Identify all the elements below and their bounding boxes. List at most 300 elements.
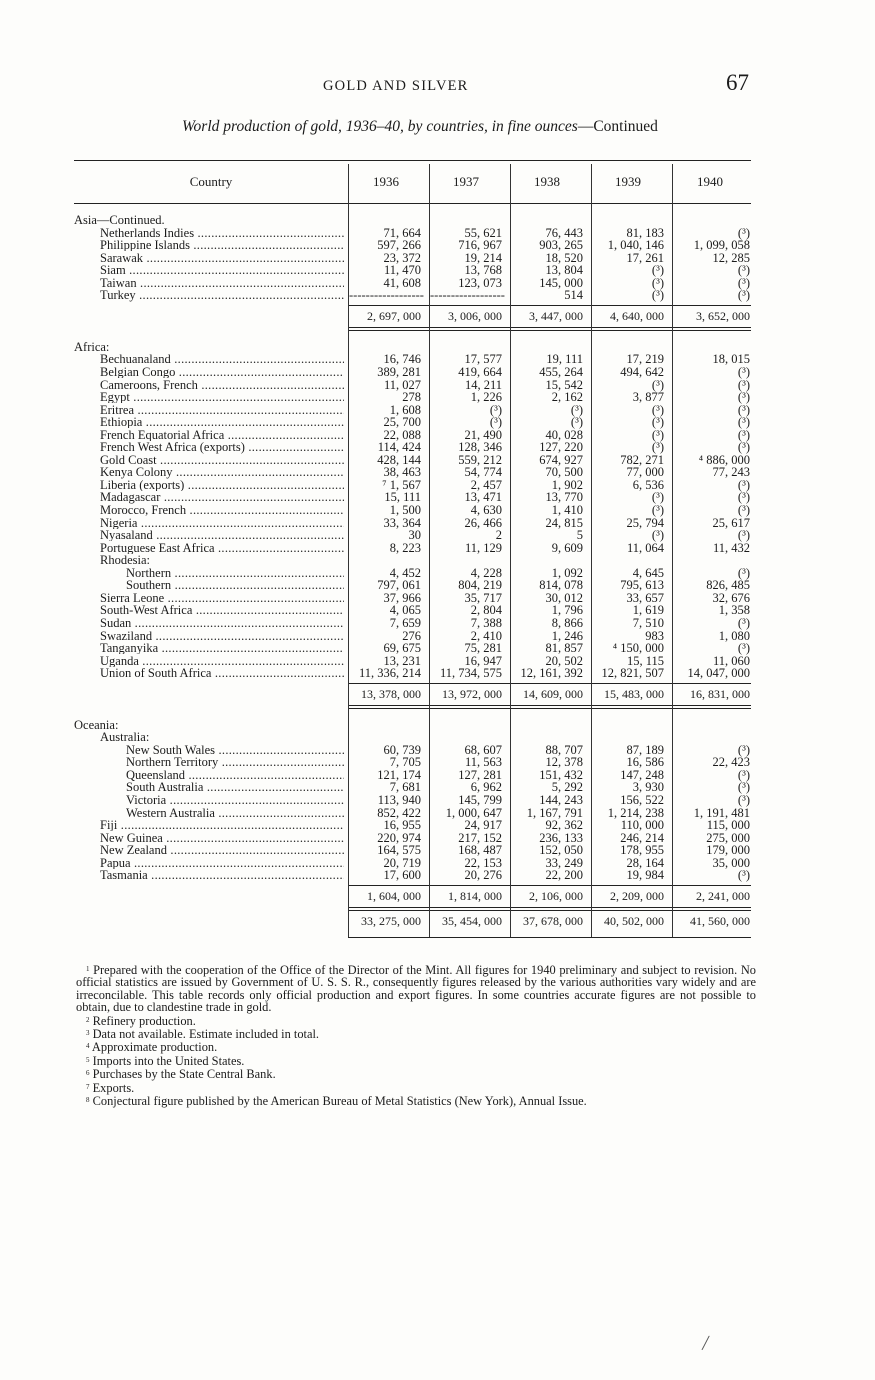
table-cell-1937: 145, 799: [458, 793, 502, 807]
table-cell-1939: (³): [651, 377, 664, 392]
country-name: Netherlands Indies .....: [100, 227, 344, 239]
table-cell-1937: 13, 471: [464, 490, 502, 505]
subtotal-1936: 1, 604, 000: [367, 888, 421, 903]
table-cell-1938: 514: [564, 288, 583, 303]
country-name: Sudan .....: [100, 617, 344, 629]
table-cell-1938: 24, 815: [545, 515, 583, 530]
table-cell-1940: (³): [737, 427, 750, 442]
table-cell-1937: 11, 129: [464, 540, 502, 555]
table-cell-1936: 276: [402, 628, 421, 643]
table-cell-1940: 179, 000: [706, 843, 750, 858]
table-cell-1938: 13, 804: [545, 263, 583, 278]
table-cell-1939: 3, 930: [632, 780, 664, 795]
table-cell-1938: 12, 378: [545, 755, 583, 770]
table-cell-1940: 32, 676: [712, 590, 750, 605]
table-cell-1938: 13, 770: [545, 490, 583, 505]
table-cell-1937: 559, 212: [458, 452, 502, 467]
table-cell-1940: (³): [737, 263, 750, 278]
subtotal-1940: 3, 652, 000: [696, 308, 750, 323]
footnote-mark: 2: [86, 1015, 90, 1024]
country-name: South-West Africa .....: [100, 604, 344, 616]
table-cell-1937: 4, 228: [470, 565, 502, 580]
table-cell-1937: 217, 152: [458, 830, 502, 845]
column-rule: [510, 164, 511, 937]
country-name: Western Australia .....: [126, 807, 344, 819]
table-cell-1938: 76, 443: [545, 225, 583, 240]
country-name: Eritrea .....: [100, 404, 344, 416]
table-cell-1939: (³): [651, 402, 664, 417]
table-cell-1938: 33, 249: [545, 855, 583, 870]
table-cell-1938: 1, 246: [551, 628, 583, 643]
table-cell-1937: 54, 774: [464, 465, 502, 480]
table-cell-1936: 33, 364: [383, 515, 421, 530]
column-rule: [429, 164, 430, 937]
table-cell-1936: 114, 424: [377, 440, 421, 455]
table-cell-1940: (³): [737, 528, 750, 543]
table-cell-1936: 15, 111: [384, 490, 421, 505]
table-cell-1938: 151, 432: [539, 767, 583, 782]
table-cell-1939: 19, 984: [626, 868, 664, 883]
table-cell-1936: 16, 955: [383, 818, 421, 833]
table-cell-1937: 17, 577: [464, 352, 502, 367]
footnote-text: Data not available. Estimate included in total.: [92, 1027, 320, 1042]
table-cell-1936: 852, 422: [377, 805, 421, 820]
grand-total-1938: 37, 678, 000: [523, 913, 583, 928]
country-name: Southern .....: [126, 579, 344, 591]
table-cell-1937: 716, 967: [458, 238, 502, 253]
grand-total-row: [0, 915, 875, 928]
table-cell-1938: 1, 410: [551, 503, 583, 517]
footnote-mark: 7: [86, 1082, 90, 1091]
table-cell-1937: 11, 563: [464, 755, 502, 770]
table-cell-1938: 92, 362: [545, 818, 583, 833]
page-number: 67: [726, 70, 749, 95]
table-cell-1936: 7, 659: [389, 615, 421, 630]
column-rule: [672, 164, 673, 937]
footnote: [76, 1040, 756, 1053]
country-name: Papua .....: [100, 857, 344, 869]
country-name: Portuguese East Africa .....: [100, 542, 344, 554]
table-cell-1940: ⁴ 886, 000: [698, 452, 750, 467]
country-name: Cameroons, French .....: [100, 379, 344, 391]
table-cell-1936: 597, 266: [377, 238, 421, 253]
subtotal-1938: 2, 106, 000: [529, 888, 583, 903]
table-cell-1939: 1, 040, 146: [607, 238, 664, 253]
table-cell-1940: (³): [737, 503, 750, 517]
footnote: [76, 963, 756, 1014]
table-cell-1937: ------------------: [430, 288, 505, 303]
table-cell-1936: 7, 705: [389, 755, 421, 770]
table-cell-1939: 6, 536: [632, 477, 664, 492]
table-cell-1936: 25, 700: [383, 415, 421, 430]
double-rule: [348, 910, 751, 911]
table-cell-1938: 19, 111: [546, 352, 583, 367]
country-name: Kenya Colony .....: [100, 466, 344, 478]
table-cell-1938: 81, 857: [545, 641, 583, 656]
table-cell-1939: (³): [651, 275, 664, 290]
table-cell-1937: 4, 630: [470, 503, 502, 517]
country-name: Gold Coast .....: [100, 454, 344, 466]
table-cell-1936: 41, 608: [383, 275, 421, 290]
table-cell-1937: 21, 490: [464, 427, 502, 442]
subtotal-rule: [348, 885, 751, 886]
table-cell-1936: 278: [402, 390, 421, 405]
table-cell-1939: 16, 586: [626, 755, 664, 770]
subtotal-1937: 13, 972, 000: [442, 686, 502, 701]
table-cell-1937: 2, 457: [470, 477, 502, 492]
table-cell-1937: 1, 000, 647: [445, 805, 502, 820]
table-cell-1938: 814, 078: [539, 578, 583, 593]
country-name: Uganda .....: [100, 655, 344, 667]
country-name: Madagascar .....: [100, 491, 344, 503]
table-cell-1940: 1, 099, 058: [693, 238, 750, 253]
grand-total-1936: 33, 275, 000: [361, 913, 421, 928]
header-year-1940: 1940: [697, 174, 723, 189]
table-cell-1938: 88, 707: [545, 742, 583, 757]
table-cell-1938: 1, 167, 791: [526, 805, 583, 820]
table-cell-1937: 7, 388: [470, 615, 502, 630]
table-cell-1939: 17, 261: [626, 250, 664, 265]
table-cell-1936: 37, 966: [383, 590, 421, 605]
table-cell-1936: 16, 746: [383, 352, 421, 367]
country-name: Nigeria .....: [100, 517, 344, 529]
country-name: Siam .....: [100, 264, 344, 276]
table-cell-1937: 1, 226: [470, 390, 502, 405]
table-cell-1936: 1, 500: [389, 503, 421, 517]
table-cell-1938: 903, 265: [539, 238, 583, 253]
table-cell-1938: 30, 012: [545, 590, 583, 605]
country-name: Morocco, French .....: [100, 504, 344, 516]
table-cell-1940: (³): [737, 402, 750, 417]
subtotal-1938: 14, 609, 000: [523, 686, 583, 701]
table-cell-1940: 22, 423: [712, 755, 750, 770]
country-name: Queensland .....: [126, 769, 344, 781]
table-cell-1939: 178, 955: [620, 843, 664, 858]
table-cell-1936: ------------------: [349, 288, 424, 303]
table-cell-1938: 674, 927: [539, 452, 583, 467]
header-year-1939: 1939: [615, 174, 641, 189]
table-cell-1938: 145, 000: [539, 275, 583, 290]
table-cell-1938: 5, 292: [551, 780, 583, 795]
footnote-text: Prepared with the cooperation of the Office of the Director of the Mint. All figures for 1940 preliminary and subject to revision. No official statistics are issued by Government of U. S. S. R., consequently figures released by the various authorities vary widely and are irreconcilable. This table records only official production and export figures. In some countries accurate figures are not possible to obtain, due to clandestine trade in gold.: [76, 963, 756, 1015]
table-cell-1940: (³): [737, 390, 750, 405]
country-name: Belgian Congo .....: [100, 366, 344, 378]
table-cell-1936: 20, 719: [383, 855, 421, 870]
table-cell-1938: 152, 050: [539, 843, 583, 858]
table-cell-1939: 15, 115: [626, 653, 664, 668]
footnote-mark: 1: [86, 965, 90, 973]
table-cell-1939: (³): [651, 415, 664, 430]
country-name: Liberia (exports) .....: [100, 479, 344, 491]
table-cell-1936: 17, 600: [383, 868, 421, 883]
table-cell-1939: (³): [651, 490, 664, 505]
table-cell-1937: 13, 768: [464, 263, 502, 278]
footnote-mark: 4: [86, 1042, 90, 1051]
section-label: [0, 719, 875, 732]
pencil-mark: ╱: [702, 1336, 710, 1350]
subtotal-1939: 2, 209, 000: [610, 888, 664, 903]
table-cell-1936: 4, 065: [389, 603, 421, 618]
table-cell-1937: 68, 607: [464, 742, 502, 757]
table-cell-1937: 55, 621: [464, 225, 502, 240]
subtotal-1937: 1, 814, 000: [448, 888, 502, 903]
footnote: [76, 1081, 756, 1094]
table-cell-1939: (³): [651, 427, 664, 442]
table-cell-1937: (³): [489, 402, 502, 417]
table-cell-1940: 1, 080: [718, 628, 750, 643]
table-cell-1938: (³): [570, 402, 583, 417]
subtotal-row: [0, 310, 875, 323]
table-row: [0, 869, 875, 882]
table-cell-1936: 1, 608: [389, 402, 421, 417]
country-name: Ethiopia .....: [100, 416, 344, 428]
table-cell-1938: 1, 902: [551, 477, 583, 492]
table-cell-1936: 164, 575: [377, 843, 421, 858]
table-cell-1940: (³): [737, 440, 750, 455]
table-cell-1938: 144, 243: [539, 793, 583, 807]
table-cell-1937: 14, 211: [464, 377, 502, 392]
table-cell-1938: 236, 133: [539, 830, 583, 845]
table-cell-1938: 70, 500: [545, 465, 583, 480]
table-cell-1937: 20, 276: [464, 868, 502, 883]
grand-total-1940: 41, 560, 000: [690, 913, 750, 928]
table-cell-1937: 804, 219: [458, 578, 502, 593]
table-cell-1940: 77, 243: [712, 465, 750, 480]
footnote-text: Imports into the United States.: [92, 1053, 245, 1068]
footnote: [76, 1054, 756, 1067]
grand-total-1939: 40, 502, 000: [604, 913, 664, 928]
header-year-1936: 1936: [373, 174, 399, 189]
subtotal-row: [0, 688, 875, 701]
table-cell-1937: (³): [489, 415, 502, 430]
table-cell-1940: (³): [737, 641, 750, 656]
table-cell-1936: 220, 974: [377, 830, 421, 845]
table-cell-1938: 455, 264: [539, 364, 583, 379]
table-cell-1936: 22, 088: [383, 427, 421, 442]
table-cell-1939: ⁴ 150, 000: [612, 641, 664, 656]
footnote-text: Exports.: [92, 1080, 135, 1095]
footnote: [76, 1027, 756, 1040]
table-cell-1936: 8, 223: [389, 540, 421, 555]
double-rule: [348, 327, 751, 328]
footnote: [76, 1067, 756, 1080]
table-cell-1939: 7, 510: [632, 615, 664, 630]
table-cell-1940: 1, 191, 481: [693, 805, 750, 820]
table-cell-1939: 4, 645: [632, 565, 664, 580]
table-cell-1936: ⁷ 1, 567: [382, 477, 421, 492]
table-cell-1936: 113, 940: [377, 793, 421, 807]
table-cell-1937: 35, 717: [464, 590, 502, 605]
table-cell-1937: 16, 947: [464, 653, 502, 668]
country-name: Fiji .....: [100, 819, 344, 831]
header-year-1937: 1937: [453, 174, 479, 189]
country-name: French Equatorial Africa .....: [100, 429, 344, 441]
table-cell-1938: 15, 542: [545, 377, 583, 392]
table-cell-1938: 12, 161, 392: [520, 666, 583, 681]
table-cell-1940: (³): [737, 490, 750, 505]
country-name: Rhodesia:: [100, 554, 150, 567]
table-cell-1939: 81, 183: [626, 225, 664, 240]
table-cell-1936: 121, 174: [377, 767, 421, 782]
table-cell-1939: (³): [651, 263, 664, 278]
table-cell-1937: 26, 466: [464, 515, 502, 530]
table-cell-1936: 60, 739: [383, 742, 421, 757]
column-rule: [348, 164, 349, 937]
country-name: Philippine Islands .....: [100, 239, 344, 251]
grand-total-1937: 35, 454, 000: [442, 913, 502, 928]
footnote-mark: 3: [86, 1029, 90, 1038]
table-cell-1939: (³): [651, 440, 664, 455]
footnote-mark: 5: [86, 1055, 90, 1064]
table-cell-1939: 17, 219: [626, 352, 664, 367]
table-cell-1939: 983: [645, 628, 664, 643]
country-name: French West Africa (exports) .....: [100, 441, 344, 453]
table-cell-1939: 87, 189: [626, 742, 664, 757]
table-cell-1937: 2, 410: [470, 628, 502, 643]
footnote-mark: 6: [86, 1069, 90, 1078]
table-cell-1937: 2, 804: [470, 603, 502, 618]
table-cell-1936: 38, 463: [383, 465, 421, 480]
table-cell-1940: (³): [737, 615, 750, 630]
table-cell-1936: 389, 281: [377, 364, 421, 379]
subtotal-1936: 13, 378, 000: [361, 686, 421, 701]
country-name: Union of South Africa .....: [100, 667, 344, 679]
table-cell-1939: 110, 000: [620, 818, 664, 833]
footnotes: [76, 963, 756, 1107]
country-name: Taiwan .....: [100, 277, 344, 289]
column-rule: [591, 164, 592, 937]
table-cell-1937: 24, 917: [464, 818, 502, 833]
table-cell-1938: 1, 796: [551, 603, 583, 618]
table-cell-1936: 428, 144: [377, 452, 421, 467]
table-cell-1940: (³): [737, 565, 750, 580]
table-cell-1939: 1, 619: [632, 603, 664, 618]
table-cell-1937: 128, 346: [458, 440, 502, 455]
country-name: Northern Territory .....: [126, 756, 344, 768]
table-cell-1936: 11, 470: [383, 263, 421, 278]
table-cell-1939: 77, 000: [626, 465, 664, 480]
table-cell-1939: 782, 271: [620, 452, 664, 467]
table-cell-1936: 797, 061: [377, 578, 421, 593]
table-cell-1940: (³): [737, 364, 750, 379]
table-cell-1938: 9, 609: [551, 540, 583, 555]
table-cell-1939: (³): [651, 288, 664, 303]
table-cell-1939: 1, 214, 238: [607, 805, 664, 820]
table-cell-1940: 18, 015: [712, 352, 750, 367]
country-name: New South Wales .....: [126, 744, 344, 756]
table-cell-1936: 13, 231: [383, 653, 421, 668]
footnote: [76, 1094, 756, 1107]
table-cell-1936: 23, 372: [383, 250, 421, 265]
table-cell-1937: 168, 487: [458, 843, 502, 858]
table-cell-1939: 156, 522: [620, 793, 664, 807]
table-cell-1940: 275, 000: [706, 830, 750, 845]
table-cell-1940: (³): [737, 477, 750, 492]
table-cell-1936: 69, 675: [383, 641, 421, 656]
country-name: Egypt .....: [100, 391, 344, 403]
table-cell-1940: (³): [737, 742, 750, 757]
subtotal-1940: 2, 241, 000: [696, 888, 750, 903]
table-cell-1940: 1, 358: [718, 603, 750, 618]
double-rule: [348, 708, 751, 709]
subtotal-row: [0, 890, 875, 903]
table-cell-1936: 71, 664: [383, 225, 421, 240]
table-cell-1940: 826, 485: [706, 578, 750, 593]
table-cell-1939: 795, 613: [620, 578, 664, 593]
footnote-text: Approximate production.: [91, 1040, 218, 1055]
table-cell-1940: (³): [737, 868, 750, 883]
subtotal-1937: 3, 006, 000: [448, 308, 502, 323]
table-row: [0, 366, 875, 379]
table-cell-1939: 246, 214: [620, 830, 664, 845]
table-cell-1940: (³): [737, 275, 750, 290]
country-name: New Guinea .....: [100, 832, 344, 844]
table-cell-1940: 11, 060: [712, 653, 750, 668]
table-cell-1940: (³): [737, 415, 750, 430]
section-label-text: Africa:: [74, 340, 110, 354]
table-cell-1939: 12, 821, 507: [601, 666, 664, 681]
table-cell-1939: 25, 794: [626, 515, 664, 530]
double-rule: [348, 705, 751, 706]
country-name: Australia:: [100, 731, 150, 744]
country-name: Northern .....: [126, 567, 344, 579]
table-cell-1939: 33, 657: [626, 590, 664, 605]
table-cell-1936: 11, 336, 214: [358, 666, 421, 681]
country-name: Sierra Leone .....: [100, 592, 344, 604]
table-cell-1938: 18, 520: [545, 250, 583, 265]
country-name: Bechuanaland .....: [100, 353, 344, 365]
table-cell-1937: 75, 281: [464, 641, 502, 656]
table-cell-1940: (³): [737, 780, 750, 795]
table-cell-1937: 6, 962: [470, 780, 502, 795]
table-title-italic: World production of gold, 1936–40, by countries, in fine ounces: [182, 118, 578, 135]
table-cell-1940: (³): [737, 377, 750, 392]
table-cell-1937: 127, 281: [458, 767, 502, 782]
table-cell-1940: (³): [737, 288, 750, 303]
table-cell-1939: 28, 164: [626, 855, 664, 870]
country-name: Turkey .....: [100, 289, 344, 301]
table-cell-1940: 12, 285: [712, 250, 750, 265]
subtotal-1938: 3, 447, 000: [529, 308, 583, 323]
table-cell-1936: 4, 452: [389, 565, 421, 580]
table-cell-1940: 25, 617: [712, 515, 750, 530]
section-label-text: Asia—Continued.: [74, 214, 165, 227]
table-cell-1939: 11, 064: [626, 540, 664, 555]
bottom-rule: [348, 937, 751, 938]
table-cell-1937: 22, 153: [464, 855, 502, 870]
table-cell-1940: (³): [737, 793, 750, 807]
table-cell-1936: 11, 027: [383, 377, 421, 392]
subtotal-1939: 15, 483, 000: [604, 686, 664, 701]
table-cell-1937: 2: [495, 528, 502, 543]
double-rule: [348, 907, 751, 908]
table-cell-1938: 8, 866: [551, 615, 583, 630]
table-cell-1939: (³): [651, 503, 664, 517]
table-row: [0, 542, 875, 555]
subtotal-1940: 16, 831, 000: [690, 686, 750, 701]
table-cell-1938: 40, 028: [545, 427, 583, 442]
table-cell-1939: 147, 248: [620, 767, 664, 782]
table-cell-1940: (³): [737, 225, 750, 240]
double-rule: [348, 330, 751, 331]
country-name: South Australia .....: [126, 781, 344, 793]
country-name: New Zealand .....: [100, 844, 344, 856]
country-name: Tanganyika .....: [100, 642, 344, 654]
table-cell-1936: 7, 681: [389, 780, 421, 795]
table-title-suffix: —Continued: [577, 118, 658, 135]
section-label-text: Oceania:: [74, 718, 119, 731]
table-cell-1938: 22, 200: [545, 868, 583, 883]
